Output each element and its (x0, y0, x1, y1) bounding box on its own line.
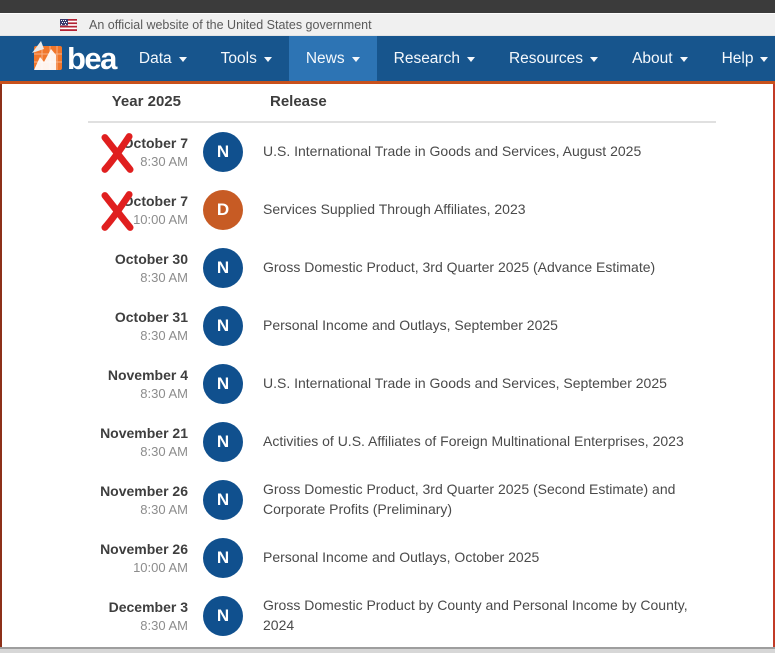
release-time: 8:30 AM (140, 617, 188, 633)
release-date: October 7 (122, 134, 188, 151)
release-title: Gross Domestic Product by County and Personal Income by County, 2024 (263, 597, 688, 633)
gov-banner (0, 13, 775, 36)
release-date: October 30 (114, 250, 188, 267)
chevron-down-icon (680, 57, 688, 62)
bea-logo-chart-icon (30, 40, 64, 77)
us-flag-icon (60, 19, 77, 31)
nav-item-label: About (632, 49, 673, 67)
red-x-annotation (101, 191, 134, 231)
release-type-badge[interactable] (203, 422, 243, 462)
nav-item-label: Research (393, 49, 460, 67)
release-type-badge[interactable] (203, 480, 243, 520)
release-list (88, 123, 773, 645)
release-date: November 26 (100, 482, 188, 499)
release-schedule (0, 84, 775, 650)
release-date: December 3 (108, 598, 188, 615)
release-time: 8:30 AM (140, 269, 188, 285)
chevron-down-icon (179, 57, 187, 62)
nav-item-label: Help (721, 49, 754, 67)
date-cell (88, 192, 188, 229)
release-time: 8:30 AM (140, 385, 188, 401)
chevron-down-icon (760, 57, 768, 62)
window-bottom-edge (0, 647, 775, 653)
release-type-badge[interactable] (203, 364, 243, 404)
release-row (88, 355, 773, 413)
release-type-badge[interactable] (203, 132, 243, 172)
chevron-down-icon (590, 57, 598, 62)
release-row (88, 529, 773, 587)
date-cell (88, 250, 188, 287)
main-navigation (0, 36, 775, 84)
release-time: 8:30 AM (140, 153, 188, 169)
nav-item-data[interactable] (122, 36, 204, 81)
release-date: November 4 (107, 366, 188, 383)
chevron-down-icon (467, 57, 475, 62)
date-cell (88, 134, 188, 171)
date-cell (88, 598, 188, 635)
release-header: Release (270, 93, 327, 110)
badge-letter: N (216, 316, 230, 335)
release-type-badge[interactable] (203, 306, 243, 346)
nav-item-label: Data (138, 49, 172, 67)
release-time: 8:30 AM (140, 327, 188, 343)
release-row (88, 123, 773, 181)
badge-letter: N (216, 142, 230, 161)
nav-item-label: Tools (220, 49, 257, 67)
release-row (88, 471, 773, 529)
nav-item-help[interactable] (705, 36, 775, 81)
browser-chrome-bar (0, 0, 775, 13)
nav-item-about[interactable] (615, 36, 705, 81)
release-date: October 31 (114, 308, 188, 325)
nav-item-research[interactable] (377, 36, 492, 81)
badge-letter: N (216, 258, 230, 277)
release-time: 8:30 AM (140, 501, 188, 517)
year-header: Year 2025 (111, 93, 181, 110)
release-row (88, 297, 773, 355)
chevron-down-icon (264, 57, 272, 62)
release-date: November 26 (100, 540, 188, 557)
badge-letter: N (216, 606, 230, 625)
release-title: Personal Income and Outlays, October 2025 (263, 549, 540, 566)
release-type-badge[interactable] (203, 596, 243, 636)
nav-item-label: News (305, 49, 345, 67)
nav-item-resources[interactable] (492, 36, 615, 81)
release-type-badge[interactable] (203, 190, 243, 230)
date-cell (88, 308, 188, 345)
release-title: Gross Domestic Product, 3rd Quarter 2025 (Advance Estimate) (263, 259, 656, 276)
release-time: 8:30 AM (140, 443, 188, 459)
date-cell (88, 424, 188, 461)
bea-wordmark: bea (67, 41, 116, 76)
nav-item-label: Resources (508, 49, 584, 67)
chevron-down-icon (352, 57, 360, 62)
release-title: U.S. International Trade in Goods and Services, September 2025 (263, 375, 667, 392)
release-title: Personal Income and Outlays, September 2025 (263, 317, 558, 334)
release-title: Services Supplied Through Affiliates, 2023 (263, 201, 526, 218)
red-x-annotation (101, 133, 134, 173)
date-cell (88, 482, 188, 519)
release-title: Gross Domestic Product, 3rd Quarter 2025 (Second Estimate) and Corporate Profits (Preliminary) (263, 481, 676, 517)
release-date: October 7 (122, 192, 188, 209)
release-type-badge[interactable] (203, 248, 243, 288)
release-row (88, 413, 773, 471)
release-time: 10:00 AM (133, 211, 188, 227)
release-type-badge[interactable] (203, 538, 243, 578)
nav-item-tools[interactable] (204, 36, 289, 81)
release-time: 10:00 AM (133, 559, 188, 575)
nav-item-news[interactable] (289, 36, 377, 81)
date-cell (88, 366, 188, 403)
date-cell (88, 540, 188, 577)
release-date: November 21 (100, 424, 188, 441)
badge-letter: N (216, 490, 230, 509)
badge-letter: N (216, 374, 230, 393)
badge-letter: D (216, 200, 230, 219)
release-row (88, 181, 773, 239)
schedule-header (88, 84, 773, 113)
release-title: Activities of U.S. Affiliates of Foreign Multinational Enterprises, 2023 (263, 433, 684, 450)
badge-letter: N (216, 432, 230, 451)
badge-letter: N (216, 548, 230, 567)
nav-menu (122, 36, 775, 81)
bea-logo[interactable] (30, 36, 116, 81)
release-row (88, 587, 773, 645)
official-site-text: An official website of the United States government (89, 17, 372, 32)
release-row (88, 239, 773, 297)
release-title: U.S. International Trade in Goods and Services, August 2025 (263, 143, 642, 160)
